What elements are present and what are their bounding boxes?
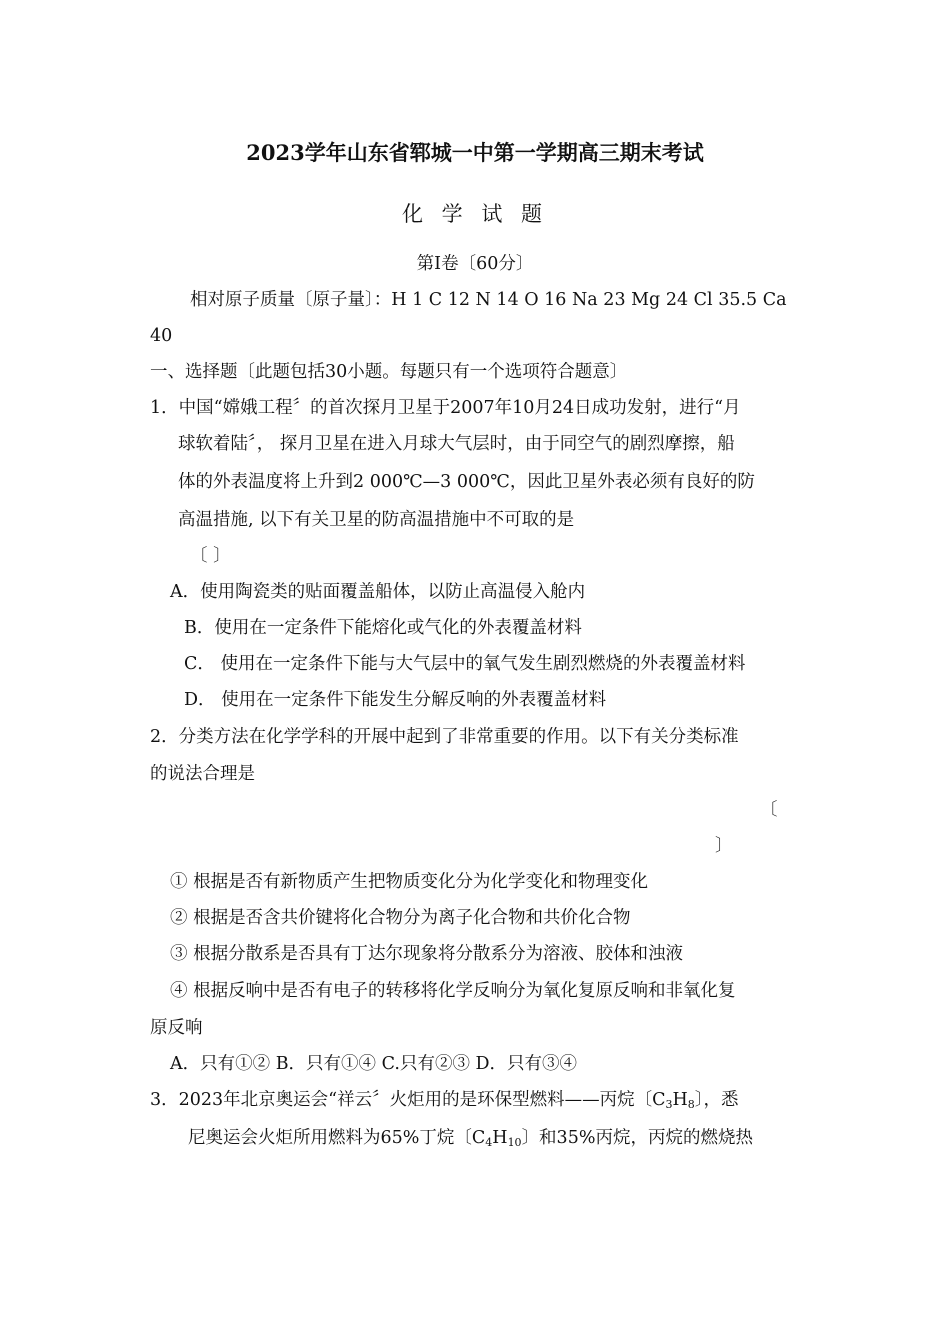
q3-line1-text-c: 〕，悉 [694, 1090, 739, 1110]
exam-subtitle: 化 学 试 题 [401, 202, 549, 226]
q2-item-2: ② 根据是否含共价键将化合物分为离子化合物和共价化合物 [170, 908, 631, 928]
atomic-mass-line: 相对原子质量〔原子量〕：H 1 C 12 N 14 O 16 Na 23 Mg 24 Cl 35.5 Ca [190, 290, 787, 310]
q1-option-c: C． 使用在一定条件下能与大气层中的氧气发生剧烈燃烧的外表覆盖材料 [184, 654, 746, 674]
q2-item-4-cont: 原反响 [150, 1018, 203, 1038]
q3-line2-text-c: 〕和35%丙烷，丙烷的燃烧热 [521, 1128, 753, 1148]
q2-stem-line2: 的说法合理是 [150, 764, 255, 784]
q2-item-1: ① 根据是否有新物质产生把物质变化分为化学变化和物理变化 [170, 872, 649, 892]
q2-item-3: ③ 根据分散系是否具有丁达尔现象将分散系分为溶液、胶体和浊液 [170, 944, 684, 964]
part-heading: 第I卷〔60分〕 [416, 254, 534, 274]
q3-line1-text-b: H [672, 1090, 688, 1110]
q3-line2-text-a: 尼奥运会火炬所用燃料为65%丁烷〔C [188, 1128, 486, 1148]
q3-line2-sub-b: 10 [507, 1136, 522, 1149]
q1-stem-line4: 高温措施, 以下有关卫星的防高温措施中不可取的是 [178, 510, 575, 530]
q1-stem-line1: 1．中国“嫦娥工程〞的首次探月卫星于2007年10月24日成功发射，进行“月 [150, 398, 741, 418]
q1-option-a: A．使用陶瓷类的贴面覆盖船体，以防止高温侵入舱内 [170, 582, 586, 602]
q2-bracket-close: 〕 [715, 836, 733, 856]
q2-bracket-open: 〔 [760, 800, 778, 820]
q2-stem-line1: 2．分类方法在化学学科的开展中起到了非常重要的作用。以下有关分类标准 [150, 727, 739, 747]
q3-stem-line2 [188, 1128, 753, 1149]
atomic-mass-line-cont: 40 [150, 326, 173, 346]
q1-answer-bracket: 〔 〕 [190, 546, 231, 566]
q2-item-4: ④ 根据反响中是否有电子的转移将化学反响分为氧化复原反响和非氧化复 [170, 981, 736, 1001]
q1-stem-line2: 球软着陆〞， 探月卫星在进入月球大气层时，由于同空气的剧烈摩擦，船 [178, 434, 735, 454]
q3-stem-line1 [150, 1090, 739, 1111]
q3-line2-text-b: H [492, 1128, 508, 1148]
q1-option-d: D． 使用在一定条件下能发生分解反响的外表覆盖材料 [184, 690, 607, 710]
q3-line1-text-a: 3．2023年北京奥运会“祥云〞火炬用的是环保型燃料——丙烷〔C [150, 1090, 666, 1110]
q3-line2-sub-a: 4 [485, 1136, 493, 1149]
section-heading: 一、选择题〔此题包括30小题。每题只有一个选项符合题意〕 [150, 362, 628, 382]
q3-line1-sub-b: 8 [687, 1098, 695, 1111]
q1-stem-line3: 体的外表温度将上升到2 000℃—3 000℃，因此卫星外表必须有良好的防 [178, 472, 755, 492]
q1-option-b: B．使用在一定条件下能熔化或气化的外表覆盖材料 [184, 618, 582, 638]
q3-line1-sub-a: 3 [665, 1098, 673, 1111]
exam-title: 2023学年山东省郓城一中第一学期高三期末考试 [246, 140, 704, 165]
q2-options: A．只有①② B．只有①④ C.只有②③ D．只有③④ [170, 1054, 578, 1074]
